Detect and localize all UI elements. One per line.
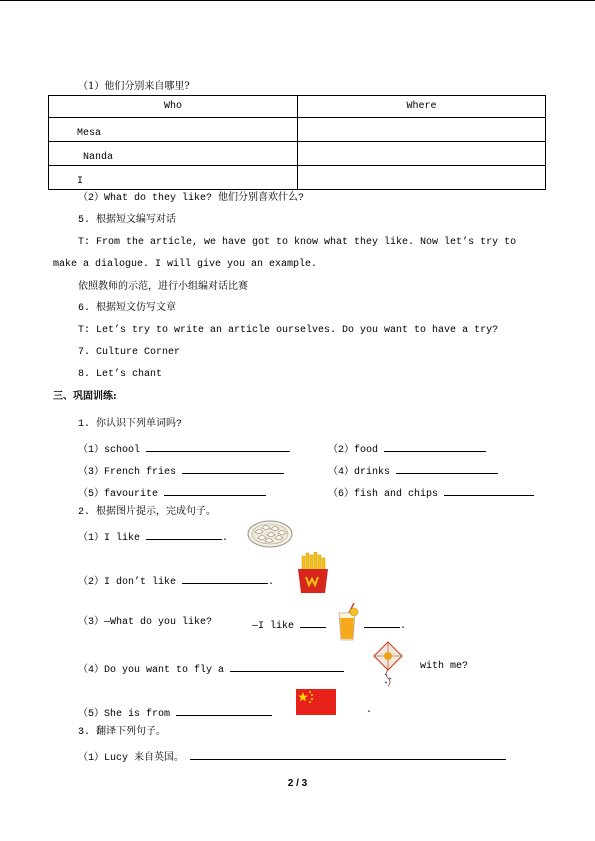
answer-blank[interactable] [396,463,498,474]
table-cell-who: Mesa [49,118,298,142]
word-label: （6）fish and chips [328,489,439,500]
sentence-end: . [222,533,229,544]
table-header-row [49,96,546,118]
word-label: （4）drinks [328,467,391,478]
china-flag-icon [296,689,336,715]
french-fries-icon [296,552,330,594]
table-row [49,142,546,166]
step-6-title: 6. 根据短文仿写文章 [78,303,177,314]
sentence-3-end [364,617,406,633]
word-item-drinks [328,463,498,479]
exercise-1-title: 1. 你认识下列单词吗? [78,419,183,430]
answer-blank[interactable] [364,617,400,628]
sentence-4 [78,661,344,677]
table-row [49,118,546,142]
sentence-3b [252,617,326,633]
question-1-label: （1）他们分别来自哪里? [78,81,190,92]
sentence-text: （2）I don’t like [78,577,177,588]
sentence-end: . [268,577,275,588]
word-label: （2）food [328,445,379,456]
sentence-4-end: with me? [420,661,469,672]
sentence-5-end: . [366,705,373,716]
step-6-text: T: Let’s try to write an article ourselves. Do you want to have a try? [78,325,499,336]
word-item-fish-and-chips [328,485,534,501]
step-8-title: 8. Let’s chant [78,369,163,380]
answer-blank[interactable] [176,705,272,716]
sentence-2 [78,573,274,589]
header-rule [0,0,595,1]
step-5-title: 5. 根据短文编写对话 [78,215,177,226]
exercise-3-title: 3. 翻译下列句子。 [78,727,167,738]
exercise-2-title: 2. 根据图片提示，完成句子。 [78,507,217,518]
answer-blank[interactable] [230,661,344,672]
step-5-text-line1: T: From the article, we have got to know what they like. Now let’s try to [78,237,517,248]
sentence-3a: （3）—What do you like? [78,617,213,628]
word-label: （5）favourite [78,489,159,500]
table-cell-who: Nanda [49,142,298,166]
dumplings-plate-icon [247,519,293,549]
sentence-text: （5）She is from [78,709,171,720]
orange-juice-icon [334,603,360,641]
sentence-text: （4）Do you want to fly a [78,665,225,676]
word-label: （1）school [78,445,141,456]
question-2-line: （2）What do they like? 他们分别喜欢什么? [78,193,305,204]
sentence-text: （1）I like [78,533,141,544]
word-item-food [328,441,486,457]
table-cell-where[interactable] [298,166,546,190]
page-number: 2 / 3 [287,778,308,789]
sentence-end: . [400,621,407,632]
step-5-text-line2: make a dialogue. I will give you an example. [53,259,318,270]
table-header-where: Where [298,96,546,118]
step-7-title: 7. Culture Corner [78,347,181,358]
sentence-1 [78,529,228,545]
answer-blank[interactable] [182,463,284,474]
table-row [49,166,546,190]
answer-blank[interactable] [190,749,506,760]
table-cell-where[interactable] [298,142,546,166]
sentence-text: —I like [252,621,295,632]
answer-blank[interactable] [146,441,290,452]
translate-item-1 [78,749,506,765]
word-item-french-fries [78,463,284,479]
answer-blank[interactable] [300,617,326,628]
word-item-favourite [78,485,266,501]
table-cell-who: I [49,166,298,190]
sentence-5 [78,705,272,721]
answer-blank[interactable] [444,485,534,496]
answer-blank[interactable] [164,485,266,496]
answer-blank[interactable] [384,441,486,452]
table-header-who: Who [49,96,298,118]
section-3-title: 三、巩固训练: [53,391,117,402]
who-where-table [48,95,546,190]
word-item-school [78,441,290,457]
step-5-activity: 依照教师的示范，进行小组编对话比赛 [78,281,248,292]
answer-blank[interactable] [146,529,222,540]
sentence-text: （1）Lucy 来自英国。 [78,753,185,764]
word-label: （3）French fries [78,467,177,478]
table-cell-where[interactable] [298,118,546,142]
answer-blank[interactable] [182,573,268,584]
kite-icon [369,640,407,688]
